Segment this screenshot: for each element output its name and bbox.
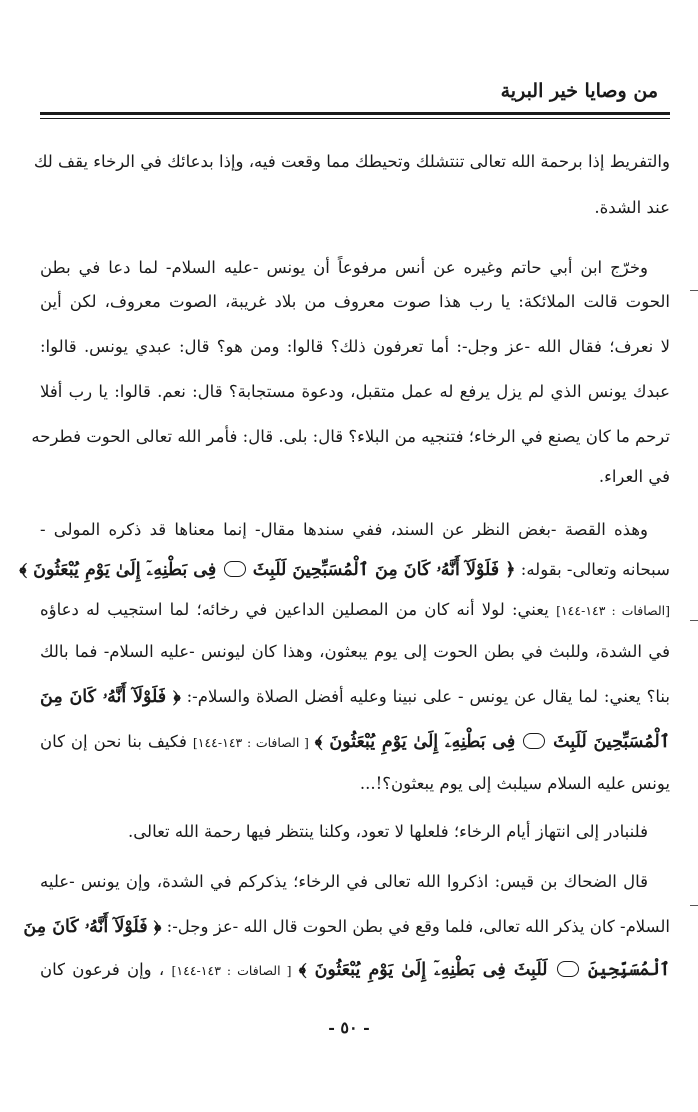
quran-verse-part-a: ٱلْمُسَبِّحِينَ bbox=[587, 960, 671, 980]
text-line-19 bbox=[40, 958, 670, 984]
margin-tick bbox=[690, 290, 698, 291]
text-line-11 bbox=[40, 598, 670, 624]
quran-verse: ﴿ فَلَوْلَآ أَنَّهُۥ كَانَ مِنَ bbox=[40, 687, 181, 707]
text-line-6: عبدك يونس الذي لم يزل يرفع له عمل متقبل، ودعوة مستجابة؟ قال: نعم. قالوا: يا رب أفلا bbox=[40, 382, 670, 401]
text-line-10 bbox=[19, 558, 670, 584]
surah-reference: [ الصافات : ١٤٣-١٤٤] bbox=[192, 735, 309, 750]
line-text: فكيف بنا نحن إن كان bbox=[40, 732, 187, 751]
text-line-7: ترحم ما كان يصنع في الرخاء؛ فتنجيه من البلاء؟ قال: بلى. قال: فأمر الله تعالى الحوت فطرحه bbox=[31, 427, 670, 446]
text-line-18 bbox=[23, 915, 670, 941]
quran-verse: ﴿ فَلَوْلَآ أَنَّهُۥ كَانَ مِنَ bbox=[23, 917, 162, 937]
ayah-number-mark bbox=[523, 733, 545, 749]
text-line-15: يونس عليه السلام سيلبث إلى يوم يبعثون؟!... bbox=[359, 774, 670, 793]
header-rule-thick bbox=[40, 112, 670, 115]
line-text: بنا؟ يعني: لما يقال عن يونس - على نبينا وعليه أفضل الصلاة والسلام-: bbox=[186, 687, 670, 706]
quran-verse-part-b: فِى بَطْنِهِۦٓ إِلَىٰ يَوْمِ يُبْعَثُونَ ﴾ bbox=[19, 560, 217, 580]
quran-verse-part-a: ٱلْمُسَبِّحِينَ لَلَبِثَ bbox=[553, 732, 670, 752]
text-line-14 bbox=[40, 730, 670, 756]
text-line-4: الحوت قالت الملائكة: يا رب هذا صوت معروف من بلاد غريبة، الصوت معروف، لكن أين bbox=[40, 292, 670, 311]
margin-tick bbox=[690, 905, 698, 906]
header-rule-thin bbox=[40, 118, 670, 119]
line-text: ، وإن فرعون كان bbox=[40, 960, 165, 979]
text-line-3: وخرّج ابن أبي حاتم وغيره عن أنس مرفوعاً أن يونس -عليه السلام- لما دعا في بطن bbox=[40, 258, 648, 277]
margin-tick bbox=[690, 620, 698, 621]
surah-reference: [الصافات : ١٤٣-١٤٤] bbox=[556, 603, 670, 618]
text-line-17: قال الضحاك بن قيس: اذكروا الله تعالى في الرخاء؛ يذكركم في الشدة، وإن يونس -عليه bbox=[40, 872, 648, 891]
text-line-8: في العراء. bbox=[598, 467, 670, 486]
text-line-16: فلنبادر إلى انتهاز أيام الرخاء؛ فلعلها لا تعود، وكلنا ينتظر فيها رحمة الله تعالى. bbox=[128, 822, 648, 841]
text-line-12: في الشدة، وللبث في بطن الحوت إلى يوم يبعثون، وهذا كان ليونس -عليه السلام- فما بالك bbox=[40, 642, 670, 661]
text-line-9: وهذه القصة -بغض النظر عن السند، ففي سندها مقال- إنما معناها قد ذكره المولى - bbox=[40, 520, 648, 539]
verse-intro: سبحانه وتعالى- بقوله: bbox=[520, 560, 670, 579]
surah-reference: [ الصافات : ١٤٣-١٤٤] bbox=[171, 963, 292, 978]
line-text: السلام- كان يذكر الله تعالى، فلما وقع في بطن الحوت قال الله -عز وجل-: bbox=[166, 917, 670, 936]
text-line-5: لا نعرف؛ فقال الله -عز وجل-: أما تعرفون ذلك؟ قالوا: ومن هو؟ قال: عبدي يونس. قالوا: bbox=[40, 337, 670, 356]
running-header: من وصايا خير البرية bbox=[500, 80, 658, 102]
page-number: - ٥٠ - bbox=[328, 1018, 370, 1037]
line-text: يعني: لولا أنه كان من المصلين الداعين في رخائه؛ لما استجيب له دعاؤه bbox=[40, 600, 549, 619]
quran-verse-part-b: فِى بَطْنِهِۦٓ إِلَىٰ يَوْمِ يُبْعَثُونَ ﴾ bbox=[314, 732, 516, 752]
quran-verse-part-a: ﴿ فَلَوْلَآ أَنَّهُۥ كَانَ مِنَ ٱلْمُسَبِّحِينَ لَلَبِثَ bbox=[252, 560, 516, 580]
ayah-number-mark bbox=[557, 961, 579, 977]
text-line-1: والتفريط إذا برحمة الله تعالى تنتشلك وتحيطك مما وقعت فيه، وإذا بدعائك في الرخاء يقف لك bbox=[33, 152, 670, 171]
ayah-number-mark bbox=[224, 561, 246, 577]
text-line-13 bbox=[40, 685, 670, 711]
quran-verse-part-b: لَلَبِثَ فِى بَطْنِهِۦٓ إِلَىٰ يَوْمِ يُبْعَثُونَ ﴾ bbox=[298, 960, 548, 980]
text-line-2: عند الشدة. bbox=[594, 198, 670, 217]
